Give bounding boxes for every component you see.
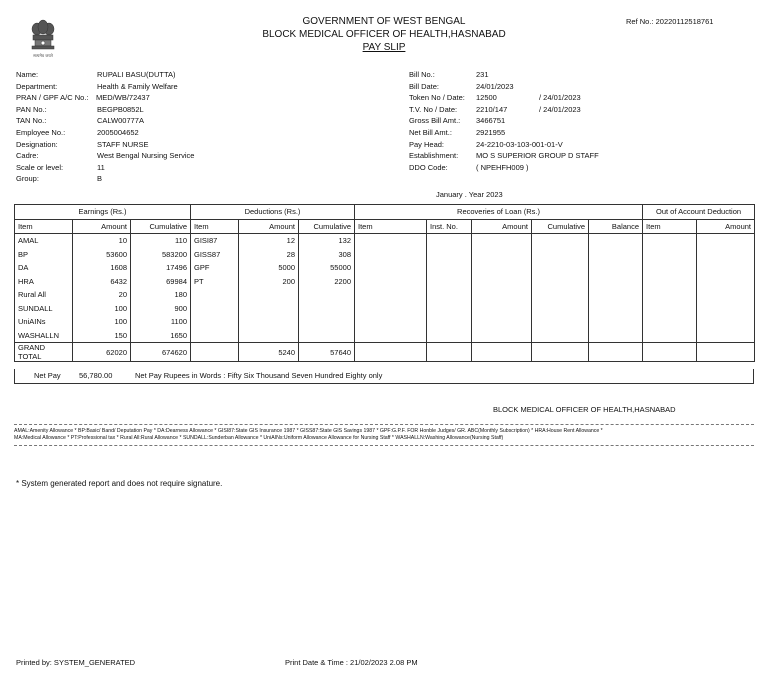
table-cell: 150	[73, 329, 131, 343]
bill-field-date: / 24/01/2023	[539, 93, 581, 103]
table-cell	[697, 329, 755, 343]
pay-table	[14, 204, 755, 362]
table-cell	[697, 302, 755, 316]
table-cell: GISI87	[191, 234, 239, 248]
employee-field-value: BEGPB0852L	[97, 104, 144, 114]
table-cell	[355, 302, 427, 316]
table-cell	[697, 275, 755, 289]
column-header: Cumulative	[131, 219, 191, 234]
total-cell	[643, 343, 697, 362]
table-cell	[472, 302, 532, 316]
table-cell: 110	[131, 234, 191, 248]
table-row	[15, 248, 755, 262]
total-cell: 62020	[73, 343, 131, 362]
bill-field-label: Gross Bill Amt.:	[409, 116, 461, 126]
bill-field-label: Net Bill Amt.:	[409, 128, 452, 137]
table-row	[15, 315, 755, 329]
table-cell: SUNDALL	[15, 302, 73, 316]
employee-field-value: B	[97, 174, 103, 184]
employee-field-label: Department:	[16, 81, 58, 91]
table-cell	[427, 302, 472, 316]
table-cell	[355, 315, 427, 329]
column-header: Item	[643, 219, 697, 234]
column-header-row	[15, 219, 755, 234]
table-cell: 10	[73, 234, 131, 248]
table-cell	[191, 329, 239, 343]
table-cell: DA	[15, 261, 73, 275]
table-cell	[532, 275, 589, 289]
table-cell: Rural All	[15, 288, 73, 302]
bill-field-value: 24-2210-03-103-001-01-V	[476, 139, 563, 149]
table-cell	[299, 288, 355, 302]
employee-field-value: RUPALI BASU(DUTTA)	[97, 70, 176, 79]
total-cell	[532, 343, 589, 362]
table-row	[15, 329, 755, 343]
table-cell: 1100	[131, 315, 191, 329]
table-cell	[355, 261, 427, 275]
total-cell	[427, 343, 472, 362]
column-header: Amount	[73, 219, 131, 234]
table-cell: 2200	[299, 275, 355, 289]
legend-line-2: MA:Medical Allowance * PT:Professional tax * Rural All:Rural Allowance * SUNDALL:Sunderban Allowance * UniAINs:Uniform Allowance Allowance for Nursing Staff * WASHALLN:Washing Allowance(Nursing Staff)	[14, 435, 504, 441]
table-cell: 100	[73, 315, 131, 329]
table-cell: 900	[131, 302, 191, 316]
table-cell: 200	[239, 275, 299, 289]
table-cell: 180	[131, 288, 191, 302]
bill-field-label: Establishment:	[409, 151, 459, 161]
table-cell	[239, 302, 299, 316]
table-cell	[472, 248, 532, 262]
table-cell	[697, 248, 755, 262]
employee-field-value: MED/WB/72437	[96, 93, 150, 103]
table-cell: HRA	[15, 275, 73, 289]
column-header: Cumulative	[299, 219, 355, 234]
table-cell: AMAL	[15, 234, 73, 248]
table-cell	[472, 234, 532, 248]
table-cell	[643, 302, 697, 316]
table-cell	[589, 302, 643, 316]
total-cell	[191, 343, 239, 362]
bill-field-value: 12500	[476, 93, 497, 103]
bill-field-label: Bill No.:	[409, 70, 435, 79]
table-row	[15, 302, 755, 316]
table-cell: 1608	[73, 261, 131, 275]
employee-field-label: Employee No.:	[16, 128, 66, 137]
table-cell	[427, 261, 472, 275]
table-cell	[191, 288, 239, 302]
total-cell	[589, 343, 643, 362]
employee-field-value: Health & Family Welfare	[97, 81, 178, 91]
table-cell	[427, 288, 472, 302]
column-header: Item	[191, 219, 239, 234]
table-row	[15, 234, 755, 248]
table-cell	[239, 315, 299, 329]
column-header: Amount	[239, 219, 299, 234]
table-cell: WASHALLN	[15, 329, 73, 343]
table-cell	[427, 248, 472, 262]
table-cell: 583200	[131, 248, 191, 262]
table-cell	[355, 288, 427, 302]
table-cell	[191, 315, 239, 329]
employee-field-value: 2005004652	[97, 128, 139, 137]
pay-period: January . Year 2023	[436, 190, 503, 199]
table-cell	[239, 288, 299, 302]
bill-field-label: Pay Head:	[409, 139, 445, 149]
table-cell: 69984	[131, 275, 191, 289]
table-cell	[589, 248, 643, 262]
table-cell	[427, 275, 472, 289]
table-cell	[299, 329, 355, 343]
table-cell	[299, 302, 355, 316]
column-header: Item	[355, 219, 427, 234]
bill-field-value: 3466751	[476, 116, 506, 126]
net-pay-words: Net Pay Rupees in Words : Fifty Six Thousand Seven Hundred Eighty only	[135, 371, 383, 380]
employee-field-value: STAFF NURSE	[97, 139, 149, 149]
table-cell: 28	[239, 248, 299, 262]
bill-field-label: Bill Date:	[409, 81, 440, 91]
table-cell	[589, 315, 643, 329]
table-cell	[472, 261, 532, 275]
bill-field-value: 24/01/2023	[476, 81, 514, 91]
table-cell	[355, 234, 427, 248]
employee-field-value: West Bengal Nursing Service	[97, 151, 195, 161]
table-cell	[643, 329, 697, 343]
table-cell	[643, 275, 697, 289]
table-cell: 53600	[73, 248, 131, 262]
bill-field-label: Token No / Date:	[409, 93, 465, 103]
table-cell: GPF	[191, 261, 239, 275]
table-cell	[532, 329, 589, 343]
column-header: Amount	[697, 219, 755, 234]
bill-field-label: DDO Code:	[409, 162, 448, 172]
table-cell: 17496	[131, 261, 191, 275]
bill-field-value: 2210/147	[476, 104, 508, 114]
group-deductions: Deductions (Rs.)	[191, 205, 355, 220]
bill-field-label: T.V. No / Date:	[409, 104, 458, 114]
table-cell	[589, 329, 643, 343]
table-cell	[532, 234, 589, 248]
bill-field-value: 2921955	[476, 128, 506, 137]
table-cell: 6432	[73, 275, 131, 289]
table-cell	[472, 288, 532, 302]
table-cell	[532, 248, 589, 262]
grand-total-row	[15, 343, 755, 362]
table-cell	[643, 248, 697, 262]
group-recoveries: Recoveries of Loan (Rs.)	[355, 205, 643, 220]
employee-field-value: 11	[97, 162, 105, 172]
employee-field-label: PAN No.:	[16, 104, 47, 114]
table-cell	[589, 234, 643, 248]
table-cell: UniAINs	[15, 315, 73, 329]
table-cell	[472, 315, 532, 329]
svg-text:सत्यमेव जयते: सत्यमेव जयते	[33, 53, 53, 58]
group-earnings: Earnings (Rs.)	[15, 205, 191, 220]
table-cell	[427, 315, 472, 329]
employee-field-label: PRAN / GPF A/C No.:	[16, 93, 89, 103]
table-cell: 308	[299, 248, 355, 262]
table-cell	[643, 315, 697, 329]
bill-field-value: ( NPEHFH009 )	[476, 162, 529, 172]
column-header: Cumulative	[532, 219, 589, 234]
table-cell	[697, 315, 755, 329]
table-cell	[643, 234, 697, 248]
employee-field-label: Name:	[16, 70, 39, 79]
table-cell	[239, 329, 299, 343]
table-cell	[472, 329, 532, 343]
table-row	[15, 288, 755, 302]
column-header: Balance	[589, 219, 643, 234]
table-cell	[427, 234, 472, 248]
table-cell	[532, 302, 589, 316]
employee-field-label: Cadre:	[16, 151, 39, 161]
reference-number	[626, 17, 713, 26]
table-cell: 132	[299, 234, 355, 248]
printed-by: Printed by: SYSTEM_GENERATED	[16, 658, 136, 667]
table-cell: BP	[15, 248, 73, 262]
header-government: GOVERNMENT OF WEST BENGAL	[302, 16, 466, 27]
employee-field-label: TAN No.:	[16, 116, 47, 126]
table-cell	[697, 288, 755, 302]
table-cell	[299, 315, 355, 329]
table-cell	[532, 261, 589, 275]
employee-field-label: Designation:	[16, 139, 58, 149]
table-cell	[643, 288, 697, 302]
table-cell	[355, 275, 427, 289]
system-note: * System generated report and does not require signature.	[16, 479, 223, 488]
table-cell: 55000	[299, 261, 355, 275]
ref-label: Ref No.:	[626, 17, 654, 26]
table-cell	[589, 288, 643, 302]
employee-field-label: Group:	[16, 174, 39, 184]
table-row	[15, 275, 755, 289]
net-pay-row	[14, 369, 754, 384]
net-pay-label: Net Pay	[34, 371, 61, 380]
net-pay-value: 56,780.00	[79, 371, 113, 380]
total-cell: 674620	[131, 343, 191, 362]
employee-field-label: Scale or level:	[16, 162, 64, 172]
table-cell: 1650	[131, 329, 191, 343]
table-cell	[472, 275, 532, 289]
table-cell	[643, 261, 697, 275]
table-cell: PT	[191, 275, 239, 289]
table-cell: 5000	[239, 261, 299, 275]
column-header: Inst. No.	[427, 219, 472, 234]
employee-field-value: CALW00777A	[97, 116, 144, 126]
total-cell: 57640	[299, 343, 355, 362]
table-cell	[532, 288, 589, 302]
header-pay-slip: PAY SLIP	[362, 42, 406, 53]
print-date-time: Print Date & Time : 21/02/2023 2.08 PM	[285, 658, 418, 667]
table-cell: 12	[239, 234, 299, 248]
table-cell	[532, 315, 589, 329]
group-header-row	[15, 205, 755, 220]
total-cell: GRAND TOTAL	[15, 343, 73, 362]
table-cell	[697, 234, 755, 248]
bill-field-value: 231	[476, 70, 489, 79]
signatory: BLOCK MEDICAL OFFICER OF HEALTH,HASNABAD	[493, 405, 676, 414]
bill-field-value: MO S SUPERIOR GROUP D STAFF	[476, 151, 599, 161]
table-cell	[191, 302, 239, 316]
total-cell	[472, 343, 532, 362]
table-cell: 20	[73, 288, 131, 302]
header-office: BLOCK MEDICAL OFFICER OF HEALTH,HASNABAD	[262, 29, 506, 40]
abbreviation-legend	[14, 424, 754, 446]
table-cell	[697, 261, 755, 275]
table-cell	[589, 275, 643, 289]
bill-field-date: / 24/01/2023	[539, 104, 581, 114]
ref-value: 20220112518761	[655, 17, 714, 26]
legend-line-1: AMAL:Amenity Allowance * BP:Basic/ Band/ Deputation Pay * DA:Dearness Allowance * GISI87:State GIS Insurance 1987 * GISS87:State GIS Savings 1987 * GPF:G.P.F. FOR Honble Judges/ GR. ABC(Monthly Subscription) * HRA:House Rent Allowance *	[14, 428, 603, 434]
table-cell	[427, 329, 472, 343]
total-cell: 5240	[239, 343, 299, 362]
table-cell	[589, 261, 643, 275]
column-header: Item	[15, 219, 73, 234]
group-out-of-account: Out of Account Deduction	[643, 205, 755, 220]
table-row	[15, 261, 755, 275]
table-cell	[355, 248, 427, 262]
table-cell	[355, 329, 427, 343]
total-cell	[355, 343, 427, 362]
table-cell: GISS87	[191, 248, 239, 262]
total-cell	[697, 343, 755, 362]
table-cell: 100	[73, 302, 131, 316]
column-header: Amount	[472, 219, 532, 234]
